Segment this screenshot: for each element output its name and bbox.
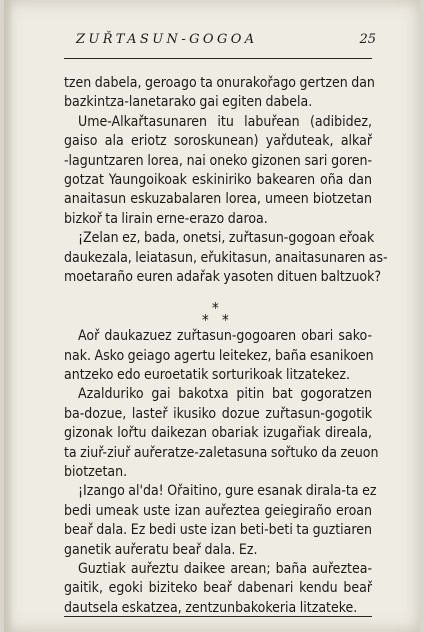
text-line: ganetik auřeratu beař dala. Ez. xyxy=(64,541,258,558)
text-line: dautsela eskatzea, zentzunbakokeria litzateke. xyxy=(64,599,358,616)
text-line: biotzetan. xyxy=(64,464,128,481)
footer-rule xyxy=(64,616,372,617)
text-line: moetaraño euren adařak yasoten dituen baltzuok? xyxy=(64,268,382,285)
text-line: nak. Asko geiago agertu leitekez, baña esanikoen xyxy=(64,347,374,364)
text-line: bedi umeak uste izan auřeztea geiegiraño eroan xyxy=(64,502,372,519)
running-title: ZUŘTASUN-GOGOA xyxy=(76,32,258,47)
text-line: -laguntzaren lorea, nai oneko gizonen sari goren- xyxy=(64,152,372,169)
text-line: ta ziuř-ziuř auřeratze-zaletasuna sořtuko da zeuon xyxy=(64,444,379,461)
asterism-star: * xyxy=(202,311,209,330)
text-line: ¡Zelan ez, bada, onetsi, zuřtasun-gogoan eřoak xyxy=(78,230,375,247)
text-line: ¡Izango al'da! Ořaitino, gure esanak dirala-ta ez xyxy=(78,483,377,500)
text-line: Ume-Alkařtasunaren itu labuřean (adibidez, xyxy=(78,113,372,130)
paragraph xyxy=(64,385,379,482)
paragraph xyxy=(64,74,375,113)
asterism-star: * xyxy=(222,311,229,330)
paragraph xyxy=(64,113,372,229)
page-binding-shadow xyxy=(4,0,14,632)
page-header xyxy=(66,32,376,52)
text-line: gaitik, egoki biziteko beař dabenari kendu beař xyxy=(64,580,372,597)
text-line: gizonak lořtu daikezan obariak izugařiak direala, xyxy=(64,425,372,442)
text-line: bazkintza-lanetarako gai egiten dabela. xyxy=(64,94,313,111)
asterism-star: * xyxy=(212,299,219,318)
body-text xyxy=(64,74,388,618)
book-page xyxy=(4,0,420,632)
paragraph xyxy=(64,482,377,560)
paragraph xyxy=(64,327,372,385)
paragraph xyxy=(64,229,388,287)
text-line: Azalduriko gai bakotxa pitin bat gogoratzen xyxy=(78,386,372,403)
page-number: 25 xyxy=(359,32,376,47)
text-line: gotzat Yaungoikoak eskiniriko bakearen oña dan xyxy=(64,171,372,188)
section-break-asterism xyxy=(64,287,372,330)
text-line: anaitasun eskuzabalaren lorea, umeen biotzetan xyxy=(64,191,372,208)
text-line: Aoř daukazuez zuřtasun-gogoaren obari sako- xyxy=(78,328,372,345)
text-line: bizkoř ta lirain erne-erazo daroa. xyxy=(64,210,268,227)
text-line: gaiso ala eriotz soroskunean) yařduteak, alkař xyxy=(64,133,372,150)
text-line: antzeko edo euroetatik sorturikoak litzatekez. xyxy=(64,367,351,384)
text-line: tzen dabela, geroago ta onurakořago gertzen dan xyxy=(64,75,375,91)
paragraph xyxy=(64,560,372,618)
text-line: beař dala. Ez bedi uste izan beti-beti ta guztiaren xyxy=(64,522,372,539)
text-line: Guztiak auřeztu daikee arean; baña auřeztea- xyxy=(78,560,372,577)
text-line: daukezala, leiatasun, eřukitasun, anaitasunaren as- xyxy=(64,249,388,266)
header-rule xyxy=(64,58,372,59)
text-line: ba-dozue, lasteř ikusiko dozue zuřtasun-gogotik xyxy=(64,405,372,422)
